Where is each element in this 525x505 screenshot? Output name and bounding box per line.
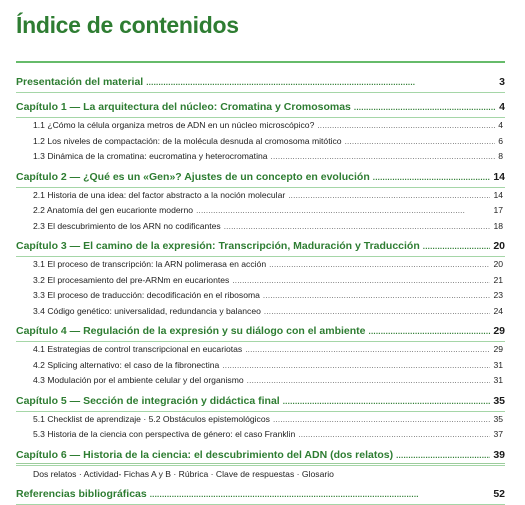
dot-leader (222, 358, 490, 374)
toc-section-label: 4.1 Estrategias de control transcripcional en eucariotas (33, 344, 243, 354)
toc-section-2-1[interactable] (16, 188, 505, 204)
toc-section-4-1[interactable] (16, 342, 505, 358)
toc-chapter-4[interactable] (16, 322, 505, 342)
dot-leader (273, 412, 491, 428)
dot-leader (396, 446, 490, 465)
toc-page-number: 17 (493, 205, 503, 215)
toc-page-number: 23 (493, 290, 503, 300)
toc-section-label: 1.2 Los niveles de compactación: de la molécula desnuda al cromosoma mitótico (33, 135, 342, 146)
toc-page-number: 6 (498, 135, 503, 146)
toc-section-label: 3.2 El procesamiento del pre-ARNm en eucariontes (33, 274, 230, 285)
toc-entry-label: Presentación del material (16, 76, 144, 88)
toc-section-label: 5.1 Checklist de aprendizaje · 5.2 Obstáculos epistemológicos (33, 413, 270, 424)
toc-section-label: 3.1 El proceso de transcripción: la ARN polimerasa en acción (33, 259, 267, 269)
toc-section-2-2[interactable] (16, 203, 505, 219)
toc-chapter-label: Capítulo 2 — ¿Qué es un «Gen»? Ajustes de un concepto en evolución (16, 170, 370, 183)
dot-leader (298, 427, 490, 443)
toc-section-label: 1.1 ¿Cómo la célula organiza metros de ADN en un núcleo microscópico? (33, 120, 315, 130)
toc-section-label: 3.3 El proceso de traducción: decodificación en el ribosoma (33, 290, 260, 300)
toc-section-label: 4.2 Splicing alternativo: el caso de la fibronectina (33, 359, 220, 370)
toc-page-number: 35 (493, 413, 503, 424)
toc-page-number: 52 (493, 487, 505, 500)
toc-section-1-2[interactable] (16, 134, 505, 150)
toc-page-number: 20 (493, 259, 503, 269)
toc-chapter-2[interactable] (16, 168, 505, 188)
toc-section-4-3[interactable] (16, 373, 505, 389)
dot-leader (232, 273, 490, 289)
toc-page-number: 4 (498, 120, 503, 130)
toc-page-number: 39 (493, 448, 505, 461)
toc-chapter-6-contents: Dos relatos · Actividad- Fichas A y B · Rúbrica · Clave de respuestas · Glosario (33, 468, 334, 479)
toc-chapter-label: Capítulo 1 — La arquitectura del núcleo: Cromatina y Cromosomas (16, 101, 351, 113)
title-divider (16, 61, 505, 63)
toc-section-5-3[interactable] (16, 427, 505, 443)
dot-leader (146, 73, 496, 92)
toc-page-number: 4 (499, 101, 505, 113)
dot-leader (247, 373, 491, 389)
toc-page-number: 31 (493, 359, 503, 370)
toc-page-number: 21 (493, 274, 503, 285)
dot-leader (345, 134, 496, 150)
toc-chapter-5[interactable] (16, 392, 505, 412)
footer-divider (16, 463, 505, 464)
toc-section-3-4[interactable] (16, 304, 505, 320)
toc-section-3-2[interactable] (16, 273, 505, 289)
dot-leader (263, 288, 491, 304)
dot-leader (283, 392, 491, 411)
toc-section-5-1[interactable] (16, 412, 505, 428)
toc-section-label: 4.3 Modulación por el ambiente celular y del organismo (33, 375, 244, 385)
toc-page-number: 8 (498, 151, 503, 161)
toc-section-label: 5.3 Historia de la ciencia con perspectiva de género: el caso Franklin (33, 429, 296, 439)
toc-entry-label: Referencias bibliográficas (16, 487, 147, 500)
table-of-contents (16, 70, 505, 505)
toc-chapter-label: Capítulo 5 — Sección de integración y didáctica final (16, 394, 280, 407)
dot-leader (288, 188, 490, 204)
dot-leader (271, 149, 496, 165)
toc-entry-presentation[interactable] (16, 73, 505, 93)
toc-page-number: 18 (493, 220, 503, 231)
toc-chapter-1[interactable] (16, 98, 505, 118)
toc-section-1-1[interactable] (16, 118, 505, 134)
toc-page-number: 24 (493, 305, 503, 316)
toc-section-4-2[interactable] (16, 358, 505, 374)
toc-section-3-3[interactable] (16, 288, 505, 304)
toc-page-number: 31 (493, 375, 503, 385)
toc-section-label: 1.3 Dinámica de la cromatina: eucromatina y heterocromatina (33, 151, 268, 161)
toc-page-number: 35 (493, 394, 505, 407)
toc-page-number: 3 (499, 76, 505, 88)
toc-section-1-3[interactable] (16, 149, 505, 165)
toc-page-number: 14 (493, 189, 503, 200)
dot-leader (269, 257, 490, 273)
dot-leader (150, 485, 491, 504)
toc-section-label: 2.1 Historia de una idea: del factor abstracto a la noción molecular (33, 189, 286, 200)
toc-section-label: 3.4 Código genético: universalidad, redundancia y balanceo (33, 305, 261, 316)
dot-leader (369, 322, 491, 341)
toc-section-label: 2.2 Anatomía del gen eucarionte moderno (33, 205, 194, 215)
toc-section-3-1[interactable] (16, 257, 505, 273)
toc-page-number: 29 (493, 325, 505, 337)
toc-page-number: 29 (493, 344, 503, 354)
dot-leader (264, 304, 491, 320)
toc-chapter-label: Capítulo 6 — Historia de la ciencia: el descubrimiento del ADN (dos relatos) (16, 448, 394, 461)
dot-leader (423, 237, 491, 256)
toc-section-label: 2.3 El descubrimiento de los ARN no codificantes (33, 220, 221, 231)
toc-page-number: 20 (493, 240, 505, 252)
toc-chapter-label: Capítulo 4 — Regulación de la expresión y su diálogo con el ambiente (16, 325, 366, 337)
toc-page-number: 14 (493, 170, 505, 183)
toc-page-number: 37 (493, 429, 503, 439)
dot-leader (245, 342, 490, 358)
dot-leader (196, 203, 490, 219)
dot-leader (317, 118, 495, 134)
toc-entry-references[interactable] (16, 485, 505, 505)
page-title: Índice de contenidos (16, 12, 239, 38)
dot-leader (224, 219, 491, 235)
toc-chapter-3[interactable] (16, 237, 505, 257)
toc-section-2-3[interactable] (16, 219, 505, 235)
toc-chapter-label: Capítulo 3 — El camino de la expresión: Transcripción, Maduración y Traducción (16, 240, 420, 252)
dot-leader (354, 98, 496, 117)
dot-leader (373, 168, 491, 187)
